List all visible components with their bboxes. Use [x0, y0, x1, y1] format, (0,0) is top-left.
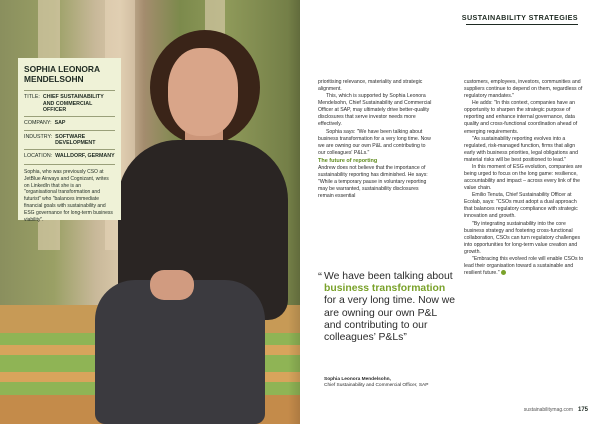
profile-location-key: LOCATION: [24, 153, 53, 160]
paragraph: prioritising relevance, materiality and strategic alignment. [318, 79, 423, 93]
page-footer [524, 407, 588, 413]
paragraph [464, 256, 586, 277]
pull-quote-after: for a very long time. Now we are owning our own P&L and contributing to our colleagues’ P&Ls” [324, 295, 456, 344]
profile-name: SOPHIA LEONORA MENDELSOHN [24, 64, 100, 84]
attribution-name: Sophia Leonora Mendelsohn, [324, 377, 391, 382]
profile-location-row [24, 149, 115, 159]
article-page [300, 0, 600, 424]
quote-mark: “ [318, 270, 322, 284]
profile-card [18, 58, 121, 223]
paragraph: "As sustainability reporting evolves into a regulated, risk-managed function, firms that align early with business priorities, legal obligations and material risks will be best positioned to lead." [464, 135, 579, 163]
paragraph: customers, employees, investors, communities and suppliers continue to depend on them, regardless of regulatory mandates." [464, 79, 583, 100]
footer-site: sustainabilitymag.com [523, 407, 573, 413]
pull-quote-highlight: business transformation [324, 283, 446, 295]
profile-location-value: WALLDORF, GERMANY [55, 153, 115, 160]
profile-title-row [24, 90, 115, 113]
paragraph: "By integrating sustainability into the core business strategy and fostering cross-functional collaboration, CSOs can turn regulatory challenges into opportunities for long-term value creation and growth. [464, 220, 581, 255]
paragraph: In this moment of ESG evolution, companies are being urged to focus on the long game: resilience, accountability and impact – across every link of the value chain. [464, 163, 583, 192]
section-rule [466, 24, 578, 25]
end-mark-icon [501, 270, 506, 275]
pull-quote-attribution [324, 377, 464, 389]
person-hand [150, 270, 194, 300]
profile-title-value: CHIEF SUSTAINABILITY AND COMMERCIAL OFFICER [42, 94, 104, 113]
profile-company-key: COMPANY: [24, 120, 52, 127]
pull-quote [324, 271, 456, 344]
attribution-role: Chief Sustainability and Commercial Officer, SAP [324, 383, 429, 388]
person-face [168, 48, 238, 136]
paragraph: Emilio Tenuta, Chief Sustainability Officer at Ecolab, says: "CSOs must adopt a dual approach that balances regulatory compliance with strategic innovation and growth. [464, 192, 578, 220]
profile-title-key: TITLE: [24, 94, 40, 101]
profile-company-row [24, 116, 115, 126]
profile-industry-key: INDUSTRY: [24, 133, 53, 140]
paragraph-text: "Embracing this evolved role will enable CSOs to lead their organisation toward a sustainable and resilient future." [464, 255, 584, 277]
subheading: The future of reporting [318, 157, 378, 164]
paragraph: Sophia says: "We have been talking about business transformation for a very long time. Now we are owning our own P&L and contributing to our colleagues' P&Ls." [318, 128, 431, 156]
person-legs [95, 280, 265, 424]
profile-bio: Sophia, who was previously CSO at JetBlue Airways and Cognizant, writes on LinkedIn that she is an "organisational transformation and futurist" who "balances immediate financial goals with sustainability and ESG governance for long-term business viability". [24, 164, 115, 224]
profile-industry-value: SOFTWARE DEVELOPMENT [55, 133, 96, 147]
paragraph: He adds: "In this context, companies have an opportunity to sharpen the strategic purpose of reporting and enhance internal governance, data quality and cross-functional coordination ahead of emerging requirements. [464, 100, 578, 135]
paragraph: This, which is supported by Sophia Leonora Mendelsohn, Chief Sustainability and Commercial Officer at SAP, may ultimately drive better-quality disclosures that serve investor needs more effectively. [318, 93, 432, 128]
section-label: SUSTAINABILITY STRATEGIES [461, 13, 578, 22]
profile-industry-row [24, 130, 115, 147]
gutter-shadow [288, 0, 300, 424]
profile-company-value: SAP [54, 120, 66, 127]
article-column-1 [318, 79, 434, 200]
article-column-2 [464, 79, 586, 277]
pull-quote-before: We have been talking about [324, 271, 453, 282]
paragraph: Andrew does not believe that the importance of sustainability reporting has diminished. He says: "While a temporary pause in voluntary reporting may be warranted, sustainability disclosures remain essential [318, 164, 428, 200]
page-number: 175 [577, 407, 588, 413]
